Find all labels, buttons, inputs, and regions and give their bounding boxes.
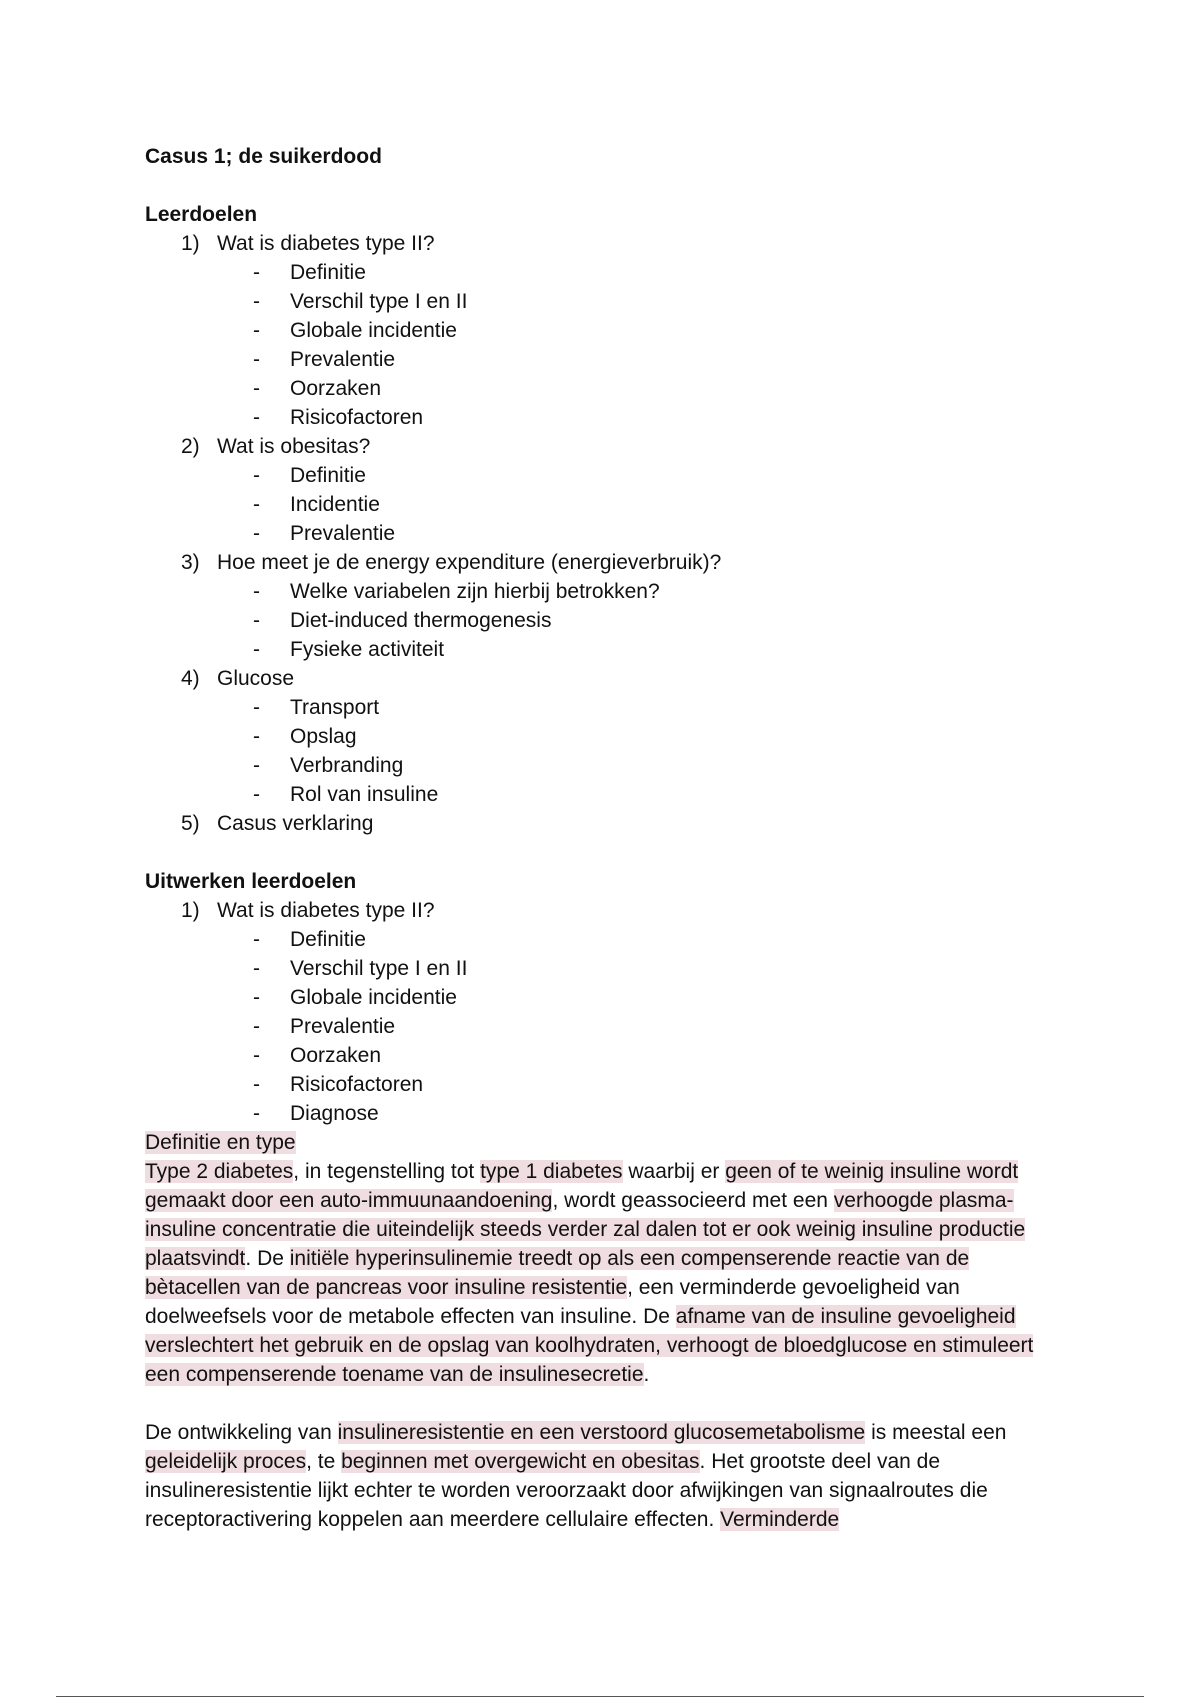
item-number: 2) [181, 435, 200, 458]
dash-bullet-icon: - [253, 319, 260, 342]
text-run: , wordt geassocieerd met een [552, 1189, 834, 1212]
item-label: Wat is obesitas? [217, 435, 371, 458]
bullet-item [145, 461, 1065, 490]
bullet-text: Prevalentie [290, 522, 396, 545]
text-run: . [643, 1363, 650, 1386]
bullet-item [145, 751, 1065, 780]
highlighted-text: geen of te weinig insuline wordt gemaakt door een auto-immuunaandoening [145, 1160, 1019, 1212]
text-run: , een verminderde gevoeligheid van doelweefsels voor de metabole effecten van insuline. De [145, 1276, 960, 1328]
bullet-item [145, 1099, 1065, 1128]
bullet-item [145, 606, 1065, 635]
bullet-text: Globale incidentie [290, 986, 457, 1009]
numbered-item [145, 896, 1065, 925]
bullet-item [145, 345, 1065, 374]
document-title: Casus 1; de suikerdood [145, 145, 382, 168]
bullet-text: Diet-induced thermogenesis [290, 609, 552, 632]
numbered-item [145, 809, 1065, 838]
item-label: Wat is diabetes type II? [217, 232, 435, 255]
dash-bullet-icon: - [253, 1073, 260, 1096]
bullet-item [145, 925, 1065, 954]
item-number: 1) [181, 232, 200, 255]
bullet-text: Fysieke activiteit [290, 638, 445, 661]
definitie-heading [145, 1128, 1065, 1157]
uitwerken-heading: Uitwerken leerdoelen [145, 870, 357, 893]
bullet-item [145, 722, 1065, 751]
document-page [145, 142, 1065, 1534]
bullet-text: Welke variabelen zijn hierbij betrokken? [290, 580, 660, 603]
bullet-item [145, 577, 1065, 606]
highlighted-text: beginnen met overgewicht en obesitas [341, 1450, 700, 1473]
bullet-item [145, 780, 1065, 809]
spacer [145, 838, 1065, 867]
item-number: 3) [181, 551, 200, 574]
dash-bullet-icon: - [253, 609, 260, 632]
dash-bullet-icon: - [253, 957, 260, 980]
bullet-text: Incidentie [290, 493, 380, 516]
bullet-text: Risicofactoren [290, 406, 424, 429]
bullet-text: Oorzaken [290, 377, 382, 400]
bullet-text: Definitie [290, 928, 366, 951]
dash-bullet-icon: - [253, 1102, 260, 1125]
highlighted-text: Verminderde [720, 1508, 840, 1531]
numbered-item [145, 229, 1065, 258]
item-label: Hoe meet je de energy expenditure (energieverbruik)? [217, 551, 722, 574]
bullet-item [145, 693, 1065, 722]
bullet-item [145, 287, 1065, 316]
text-run: , in tegenstelling tot [293, 1160, 481, 1183]
spacer [145, 171, 1065, 200]
item-number: 4) [181, 667, 200, 690]
dash-bullet-icon: - [253, 348, 260, 371]
bullet-text: Risicofactoren [290, 1073, 424, 1096]
item-label: Casus verklaring [217, 812, 374, 835]
dash-bullet-icon: - [253, 522, 260, 545]
spacer [145, 1389, 1065, 1418]
bullet-text: Definitie [290, 261, 366, 284]
bullet-text: Transport [290, 696, 380, 719]
text-run: , te [306, 1450, 342, 1473]
bullet-text: Verschil type I en II [290, 290, 468, 313]
dash-bullet-icon: - [253, 638, 260, 661]
bullet-text: Verschil type I en II [290, 957, 468, 980]
highlighted-text: verhoogde plasma-insuline concentratie die uiteindelijk steeds verder zal dalen tot er ook weinig insuline productie plaatsvindt [145, 1189, 1026, 1270]
bullet-text: Prevalentie [290, 1015, 396, 1038]
uitwerken-list [145, 896, 1065, 1128]
highlighted-text: Type 2 diabetes [145, 1160, 294, 1183]
bullet-text: Opslag [290, 725, 357, 748]
dash-bullet-icon: - [253, 377, 260, 400]
dash-bullet-icon: - [253, 464, 260, 487]
item-label: Glucose [217, 667, 295, 690]
highlighted-text: insulineresistentie en een verstoord glucosemetabolisme [337, 1421, 866, 1444]
text-run: waarbij er [622, 1160, 726, 1183]
numbered-item [145, 664, 1065, 693]
dash-bullet-icon: - [253, 725, 260, 748]
text-run: . Het grootste deel van de insulineresistentie lijkt echter te worden veroorzaakt door afwijkingen van signaalroutes die receptoractivering koppelen aan meerdere cellulaire effecten. [145, 1450, 988, 1531]
bullet-item [145, 403, 1065, 432]
bullet-item [145, 983, 1065, 1012]
dash-bullet-icon: - [253, 261, 260, 284]
bullet-text: Globale incidentie [290, 319, 457, 342]
bullet-text: Oorzaken [290, 1044, 382, 1067]
bullet-text: Verbranding [290, 754, 404, 777]
bullet-text: Definitie [290, 464, 366, 487]
highlighted-text: geleidelijk proces [145, 1450, 307, 1473]
text-run: De ontwikkeling van [145, 1421, 338, 1444]
numbered-item [145, 432, 1065, 461]
bullet-item [145, 1012, 1065, 1041]
dash-bullet-icon: - [253, 696, 260, 719]
item-label: Wat is diabetes type II? [217, 899, 435, 922]
dash-bullet-icon: - [253, 290, 260, 313]
dash-bullet-icon: - [253, 1044, 260, 1067]
dash-bullet-icon: - [253, 928, 260, 951]
dash-bullet-icon: - [253, 986, 260, 1009]
bullet-text: Rol van insuline [290, 783, 439, 806]
dash-bullet-icon: - [253, 580, 260, 603]
bullet-item [145, 374, 1065, 403]
dash-bullet-icon: - [253, 406, 260, 429]
dash-bullet-icon: - [253, 493, 260, 516]
bullet-item [145, 519, 1065, 548]
dash-bullet-icon: - [253, 783, 260, 806]
bullet-item [145, 316, 1065, 345]
item-number: 5) [181, 812, 200, 835]
text-run: is meestal een [865, 1421, 1007, 1444]
definitie-heading-text: Definitie en type [145, 1131, 296, 1154]
paragraph-ontwikkeling [145, 1418, 1065, 1534]
dash-bullet-icon: - [253, 1015, 260, 1038]
bullet-item [145, 258, 1065, 287]
bullet-text: Diagnose [290, 1102, 379, 1125]
bullet-item [145, 1041, 1065, 1070]
highlighted-text: type 1 diabetes [480, 1160, 623, 1183]
numbered-item [145, 548, 1065, 577]
highlighted-text: initiële hyperinsulinemie treedt op als een compenserende reactie van de bètacellen van de pancreas voor insuline resistentie [145, 1247, 970, 1299]
bullet-item [145, 954, 1065, 983]
page-bottom-rule [56, 1696, 1144, 1697]
bullet-item [145, 1070, 1065, 1099]
leerdoelen-list [145, 229, 1065, 838]
text-run: . De [245, 1247, 290, 1270]
highlighted-text: afname van de insuline gevoeligheid verslechtert het gebruik en de opslag van koolhydraten, verhoogt de bloedglucose en stimuleert een compenserende toename van de insulinesecretie [145, 1305, 1034, 1386]
bullet-item [145, 635, 1065, 664]
leerdoelen-heading: Leerdoelen [145, 203, 258, 226]
paragraph-definitie [145, 1157, 1065, 1389]
bullet-text: Prevalentie [290, 348, 396, 371]
item-number: 1) [181, 899, 200, 922]
dash-bullet-icon: - [253, 754, 260, 777]
bullet-item [145, 490, 1065, 519]
